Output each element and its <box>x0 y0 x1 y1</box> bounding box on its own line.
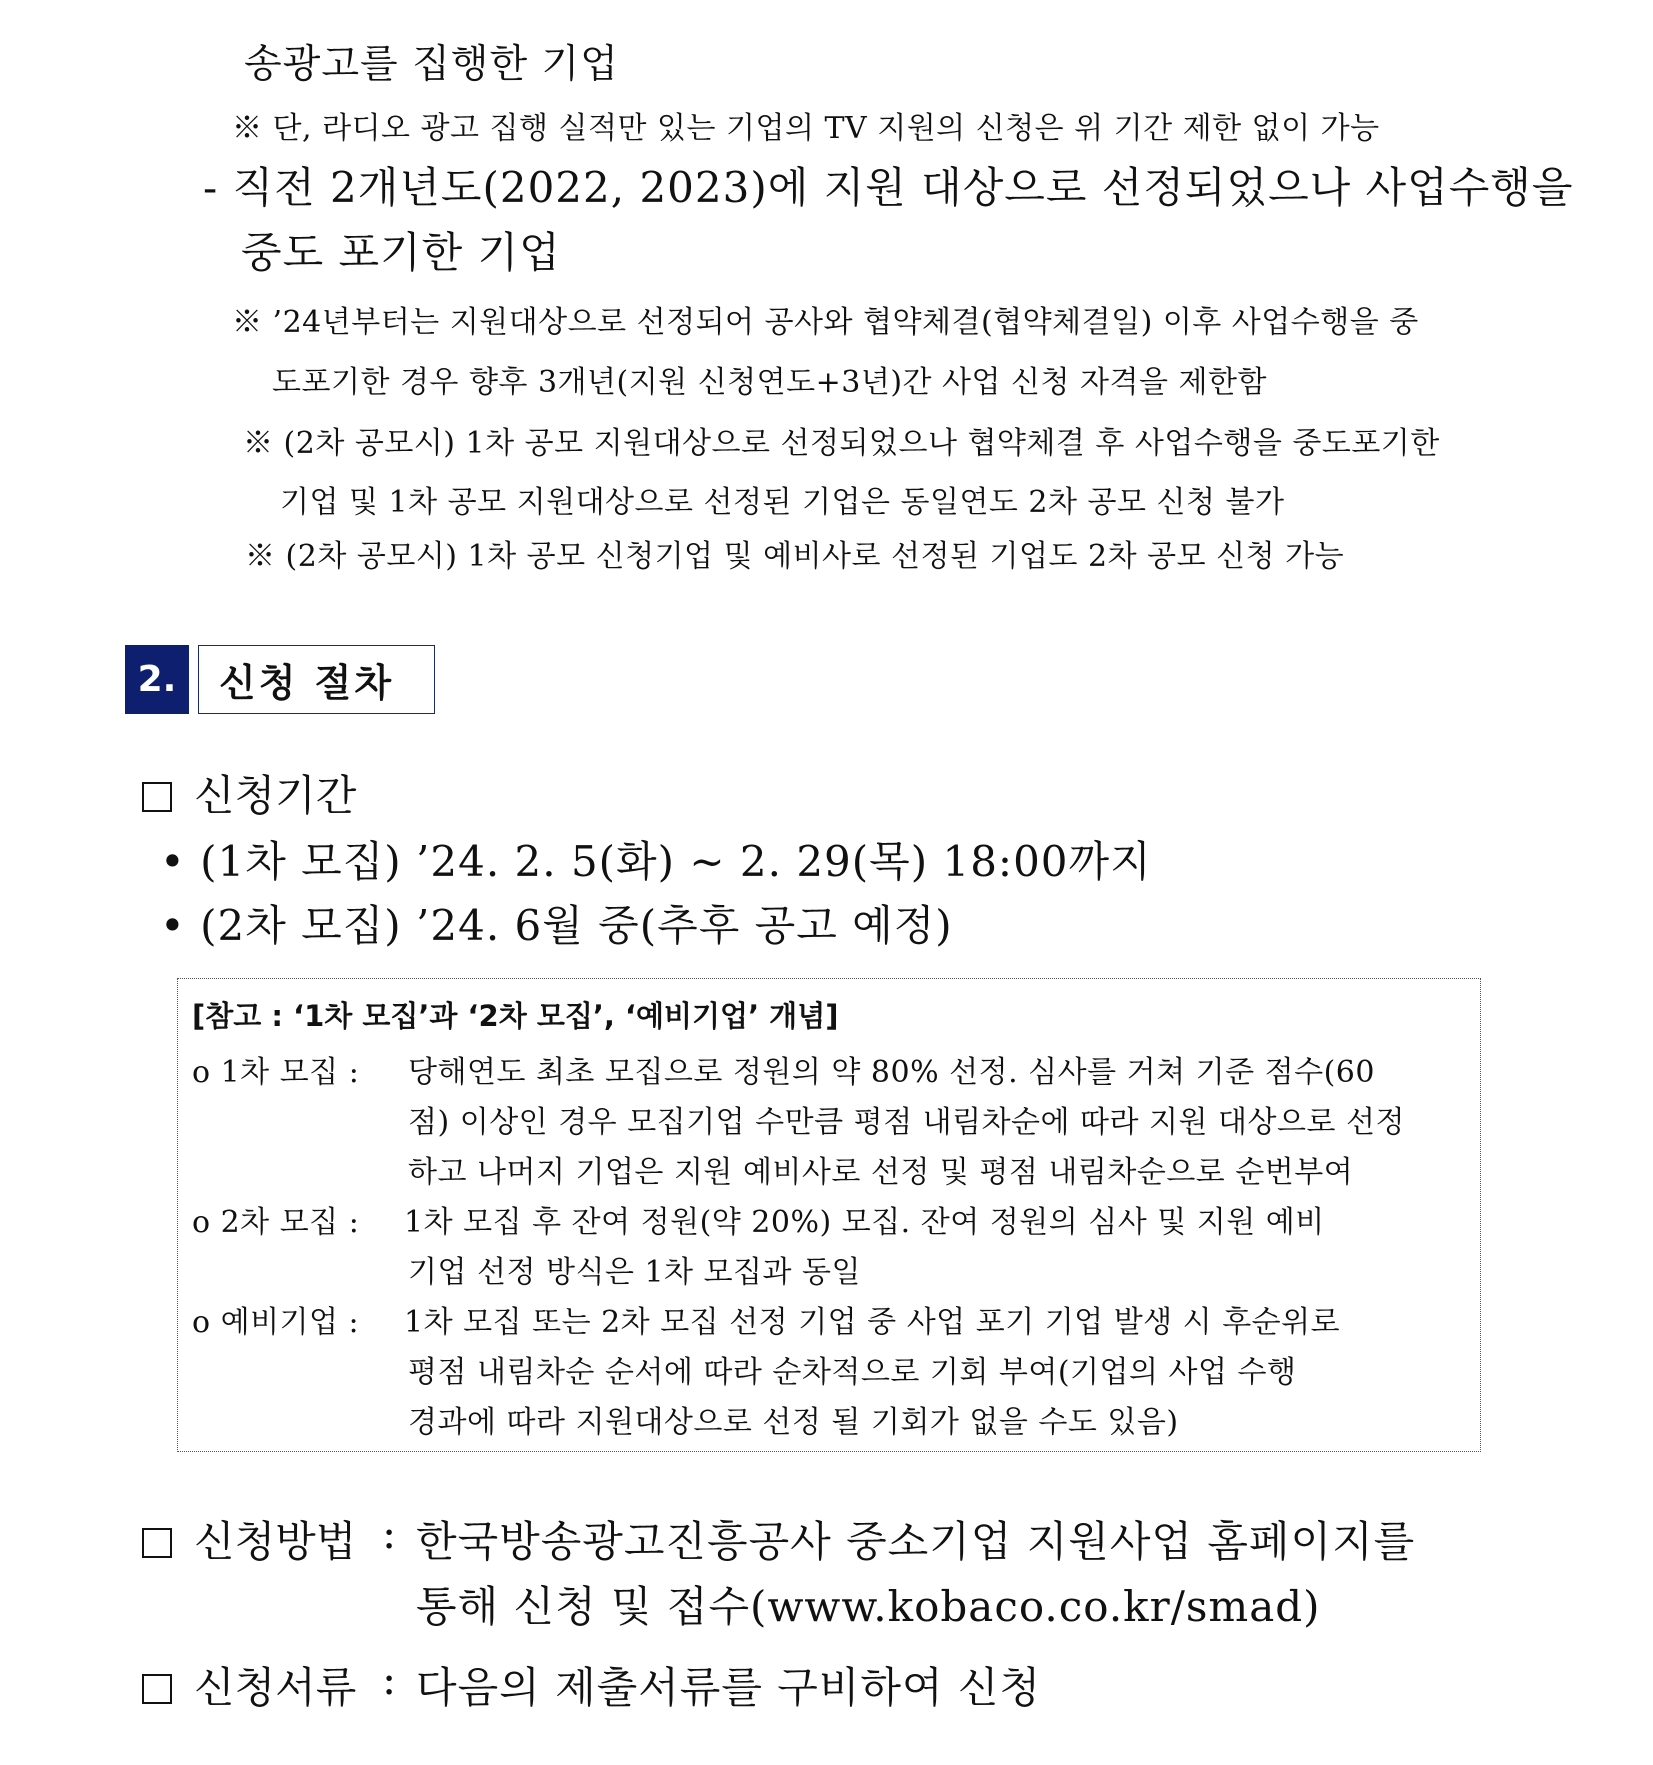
note-2024-restriction-cont: 도포기한 경우 향후 3개년(지원 신청연도+3년)간 사업 신청 자격을 제한함 <box>272 365 1267 400</box>
method-heading <box>142 1509 356 1569</box>
documents-line1: 다음의 제출서류를 구비하여 신청 <box>416 1663 1042 1712</box>
note-second-round-allowed: ※ (2차 공모시) 1차 공모 신청기업 및 예비사로 선정된 기업도 2차 공모 신청 가능 <box>245 539 1345 574</box>
reference-reserve-line1: 1차 모집 또는 2차 모집 선정 기업 중 사업 포기 기업 발생 시 후순위로 <box>404 1305 1341 1340</box>
reference-reserve-line2: 평점 내림차순 순서에 따라 순차적으로 기회 부여(기업의 사업 수행 <box>408 1355 1297 1390</box>
note-2024-restriction: ※ ’24년부터는 지원대상으로 선정되어 공사와 협약체결(협약체결일) 이후 사업수행을 중 <box>232 305 1419 340</box>
reference-first-line3: 하고 나머지 기업은 지원 예비사로 선정 및 평점 내림차순으로 순번부여 <box>408 1155 1354 1190</box>
reference-first-line1: 당해연도 최초 모집으로 정원의 약 80% 선정. 심사를 거쳐 기준 점수(60 <box>408 1055 1375 1090</box>
period-item-second: • (2차 모집) ’24. 6월 중(추후 공고 예정) <box>160 901 953 950</box>
period-item-first: • (1차 모집) ’24. 2. 5(화) ~ 2. 29(목) 18:00까지 <box>160 837 1152 886</box>
text-line-company: 송광고를 집행한 기업 <box>244 42 619 87</box>
criteria-item-abandoned-cont: 중도 포기한 기업 <box>241 228 561 277</box>
period-heading <box>142 763 356 823</box>
note-second-round-ban-cont: 기업 및 1차 공모 지원대상으로 선정된 기업은 동일연도 2차 공모 신청 불가 <box>280 485 1285 520</box>
documents-colon: : <box>382 1655 397 1704</box>
checkbox-square-icon <box>142 1528 172 1558</box>
method-heading-label: 신청방법 <box>194 1517 357 1566</box>
reference-label-reserve: o 예비기업 : <box>192 1305 360 1340</box>
checkbox-square-icon <box>142 782 172 812</box>
method-line2: 통해 신청 및 접수(www.kobaco.co.kr/smad) <box>416 1582 1321 1631</box>
note-radio-exception: ※ 단, 라디오 광고 집행 실적만 있는 기업의 TV 지원의 신청은 위 기간 제한 없이 가능 <box>232 111 1380 146</box>
documents-heading <box>142 1655 356 1715</box>
reference-second-line1: 1차 모집 후 잔여 정원(약 20%) 모집. 잔여 정원의 심사 및 지원 예비 <box>404 1205 1325 1240</box>
method-line1: 한국방송광고진흥공사 중소기업 지원사업 홈페이지를 <box>416 1517 1416 1566</box>
reference-first-line2: 점) 이상인 경우 모집기업 수만큼 평점 내림차순에 따라 지원 대상으로 선정 <box>408 1105 1405 1140</box>
method-colon: : <box>382 1509 397 1558</box>
reference-second-line2: 기업 선정 방식은 1차 모집과 동일 <box>408 1255 862 1290</box>
note-second-round-ban: ※ (2차 공모시) 1차 공모 지원대상으로 선정되었으나 협약체결 후 사업수행을 중도포기한 <box>243 426 1440 461</box>
reference-label-second: o 2차 모집 : <box>192 1205 360 1240</box>
criteria-item-abandoned: - 직전 2개년도(2022, 2023)에 지원 대상으로 선정되었으나 사업수행을 <box>203 163 1574 212</box>
reference-reserve-line3: 경과에 따라 지원대상으로 선정 될 기회가 없을 수도 있음) <box>408 1405 1179 1440</box>
documents-heading-label: 신청서류 <box>194 1663 357 1712</box>
checkbox-square-icon <box>142 1674 172 1704</box>
section-title-text: 신청 절차 <box>219 661 395 705</box>
section-number-badge: 2. <box>125 645 189 714</box>
reference-label-first: o 1차 모집 : <box>192 1055 360 1090</box>
reference-title: [참고 : ‘1차 모집’과 ‘2차 모집’, ‘예비기업’ 개념] <box>192 999 839 1033</box>
section-title <box>198 645 435 714</box>
period-heading-label: 신청기간 <box>194 771 357 820</box>
